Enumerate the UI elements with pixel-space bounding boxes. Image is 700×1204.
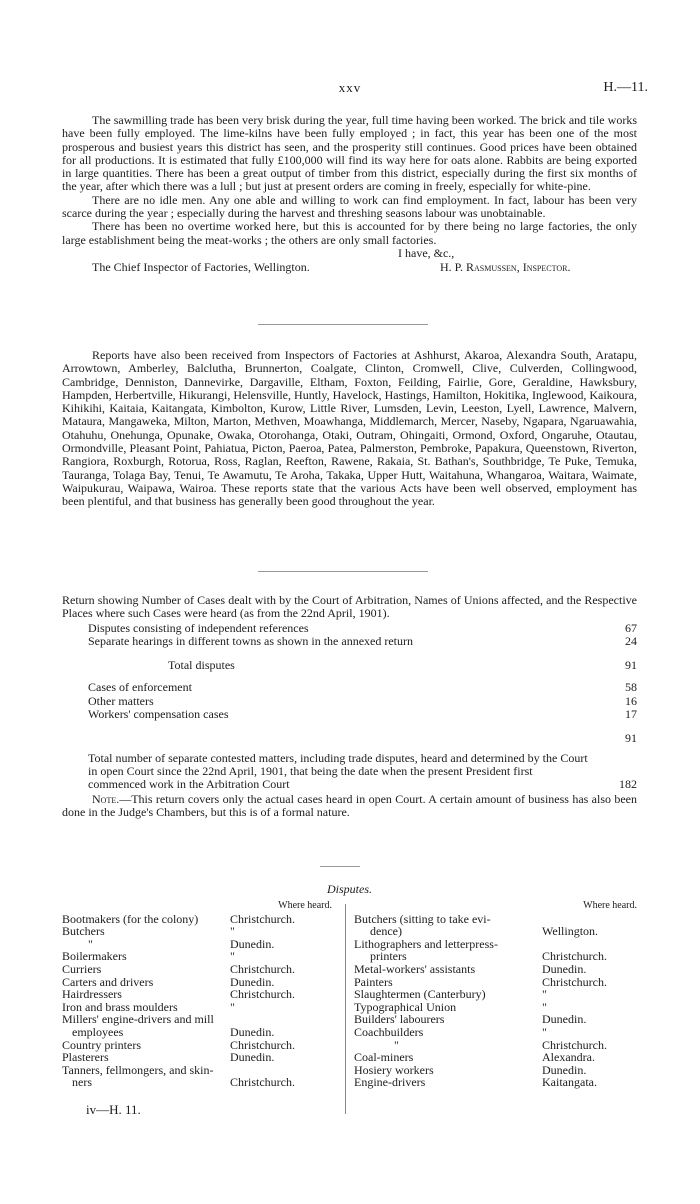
list-item: Butchers " [62, 924, 235, 939]
total-separate-label: Total number of separate contested matters, including trade disputes, heard and determined by the Court in open Court since the 22nd April, 1901, that being the date when the present President first commenced work in the Arbitration Court [88, 750, 588, 792]
reports-paragraph: Reports have also been received from Inspectors of Factories at Ashhurst, Akaroa, Alexandra South, Aratapu, Arrowtown, Amberley, Balclutha, Brunnerton, Coalgate, Clinton, Cromwell, Clive, Culverden, Collingwood, Cambridge, Denniston, Dannevirke, Dargaville, Eltham, Foxton, Feilding, Fairlie, Gore, Geraldine, Hawksbury, Hampden, Herbertville, Hikurangi, Helensville, Huntly, Havelock, Hastings, Hamilton, Hokitika, Inglewood, Kaikoura, Kihikihi, Kaitaia, Kaitangata, Kimbolton, Kurow, Little River, Lumsden, Levin, Leeston, Lyell, Lawrence, Malvern, Mataura, Mangaweka, Milton, Marton, Methven, Moawhanga, Middlemarch, Mercer, Naseby, Ngapara, Ngaruawahia, Otahuhu, Onehunga, Opunake, Owaka, Otorohanga, Otaki, Outram, Ohingaiti, Ormond, Oxford, Ongaruhe, Otautau, Ormondville, Pleasant Point, Pahiatua, Picton, Paeroa, Patea, Palmerston, Pembroke, Papakura, Queenstown, Riverton, Rangiora, Roxburgh, Rotorua, Ross, Raglan, Reefton, Rawene, Rakaia, St. Bathan's, Southbridge, Te Puke, Temuka, Tauranga, Tolaga Bay, Tenui, Te Awamutu, Te Aroha, Takaka, Upper Hutt, Waitahuna, Whangaroa, Waitara, Waimate, Waipukurau, Waipawa, Wairoa. These reports state that the various Acts have been well observed, employment has been plentiful, and that business has generally been good throughout the year. [62, 348, 637, 509]
disputes-heading: Disputes. [327, 882, 372, 896]
disputes-left-column [62, 900, 332, 1089]
list-item: employees Dunedin. [72, 1024, 275, 1039]
paragraph-labour: There are no idle men. Any one able and willing to work can find employment. In fact, labour has been very scarce during the year ; especially during the harvest and threshing seasons labour was unobtainable. [62, 192, 637, 221]
return-note: Note.—This return covers only the actual cases heard in open Court. A certain amount of business has also been done in the Judge's Chambers, but this is of a formal nature. [62, 791, 637, 819]
inspector-report [62, 114, 637, 275]
list-item: Carters and drivers Dunedin. [62, 974, 275, 989]
list-item: ners Christchurch. [72, 1075, 295, 1090]
list-item: Typographical Union " [354, 999, 547, 1014]
list-item: printers Christchurch. [370, 949, 607, 964]
list-item: Country printers Christchurch. [62, 1037, 295, 1052]
reports-section [62, 349, 637, 509]
list-item: Iron and brass moulders " [62, 999, 235, 1014]
signature-mark: iv—H. 11. [86, 1102, 141, 1117]
document-reference: H.—11. [603, 80, 648, 95]
total-disputes-row: Total disputes 91 [168, 658, 637, 673]
list-item: Curriers Christchurch. [62, 961, 295, 976]
where-heard-header: Where heard. [278, 900, 332, 911]
list-item: Millers' engine-drivers and mill [62, 1012, 214, 1027]
closing-line [62, 247, 637, 261]
list-item: Hairdressers Christchurch. [62, 987, 295, 1002]
disputes-table [62, 882, 637, 1090]
return-row: Other matters 16 [88, 693, 637, 708]
list-item: Lithographers and letterpress- [354, 936, 498, 951]
list-item: " Dunedin. [88, 936, 275, 951]
return-row: Separate hearings in different towns as shown in the annexed return 24 [88, 633, 637, 648]
addressee: The Chief Inspector of Factories, Wellington. [92, 259, 310, 274]
total-separate-row [88, 752, 637, 792]
list-item: Boilermakers " [62, 949, 235, 964]
list-item: Slaughtermen (Canterbury) " [354, 987, 547, 1002]
column-divider [345, 904, 346, 1114]
return-row: Cases of enforcement 58 [88, 680, 637, 695]
list-item: Coal-miners Alexandra. [354, 1050, 595, 1065]
paragraph-trade: The sawmilling trade has been very brisk during the year, full time having been worked. The brick and tile works have been fully employed. The lime-kilns have been fully employed ; in fact, this year has been one of the most prosperous and busiest years this district has seen, and the prosperity still continues. Good prices have been obtained for all productions. It is estimated that fully £100,000 will find its way here for oats alone. Rabbits are being exported in large quantities. There has been a great output of timber from this district, especially during the first six months of the year, after which there was a lull ; but just at present orders are coming in freely, especially for white-pine. [62, 113, 637, 194]
list-item: dence) Wellington. [370, 924, 599, 939]
list-item: " Christchurch. [394, 1037, 607, 1052]
return-row: Disputes consisting of independent references 67 [88, 620, 637, 635]
section-divider-2 [258, 571, 428, 572]
arbitration-return [62, 594, 637, 819]
return-row: Workers' compensation cases 17 [88, 707, 637, 722]
closing-text: I have, &c., [398, 245, 455, 260]
subtotal-row: 91 [625, 731, 637, 746]
list-item: Tanners, fellmongers, and skin- [62, 1062, 214, 1077]
list-item: Painters Christchurch. [354, 974, 607, 989]
paragraph-overtime: There has been no overtime worked here, but this is accounted for by there being no large factories, the only large establishment being the meat-works ; the others are only small factories. [62, 219, 637, 247]
list-item: Hosiery workers Dunedin. [354, 1062, 587, 1077]
total-separate-value: 182 [619, 777, 637, 792]
list-item: Bootmakers (for the colony) Christchurch. [62, 911, 295, 926]
list-item: Plasterers Dunedin. [62, 1050, 275, 1065]
return-heading: Return showing Number of Cases dealt with by the Court of Arbitration, Names of Unions affected, and the Respective Places where such Cases were heard (as from the 22nd April, 1901). [62, 593, 637, 621]
disputes-right-column [354, 900, 637, 1089]
list-item: Engine-drivers Kaitangata. [354, 1075, 597, 1090]
signature-line [62, 261, 637, 275]
section-divider [258, 324, 428, 325]
short-divider [320, 866, 360, 867]
list-item: Metal-workers' assistants Dunedin. [354, 961, 587, 976]
list-item: Builders' labourers Dunedin. [354, 1012, 587, 1027]
where-heard-header-right: Where heard. [583, 900, 637, 911]
signatory: H. P. Rasmussen, Inspector. [440, 259, 571, 274]
page-number: xxv [338, 80, 362, 95]
list-item: Butchers (sitting to take evi- [354, 911, 491, 926]
list-item: Coachbuilders " [354, 1024, 547, 1039]
page-header [0, 80, 700, 100]
